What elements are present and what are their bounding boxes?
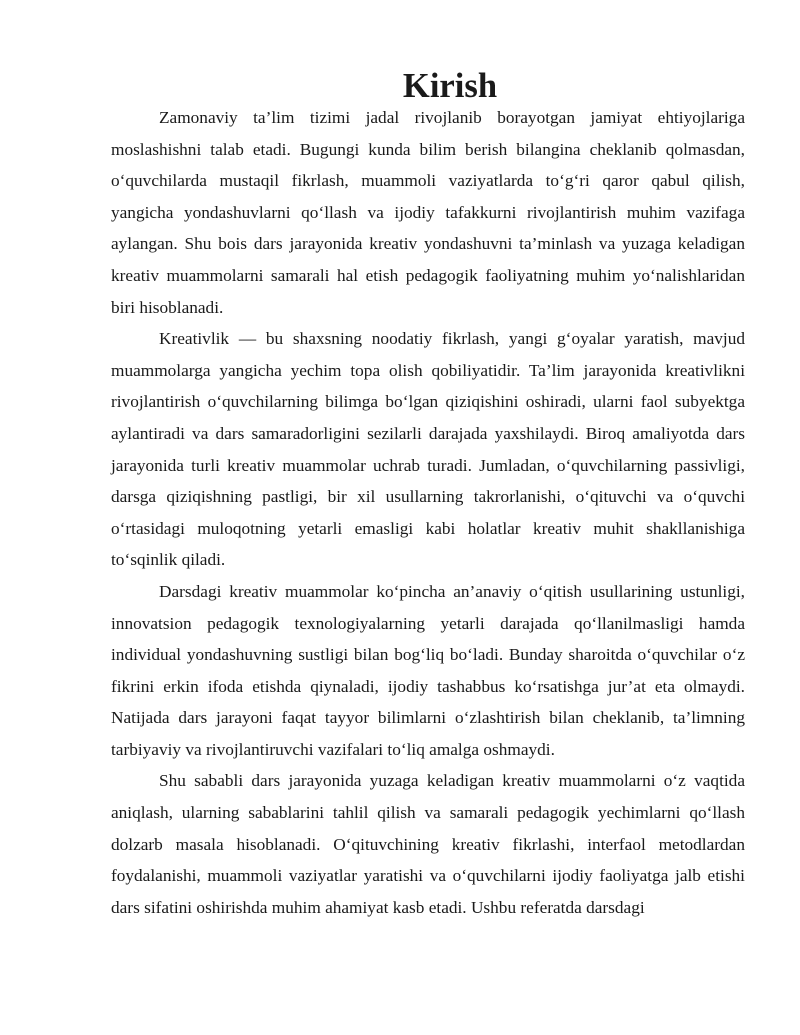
paragraph-1: Zamonaviy ta’lim tizimi jadal rivojlanib borayotgan jamiyat ehtiyojlariga moslashishni talab etadi. Bugungi kunda bilim berish bilangina cheklanib qolmasdan, o‘quvchilarda mustaqil fikrlash, muammoli vaziyatlarda to‘g‘ri qaror qabul qilish, yangicha yondashuvlarni qo‘llash va ijodiy tafakkurni rivojlantirish muhim vazifaga aylangan. Shu bois dars jarayonida kreativ yondashuvni ta’minlash va yuzaga keladigan kreativ muammolarni samarali hal etish pedagogik faoliyatning muhim yo‘nalishlaridan biri hisoblanadi. bbox=[111, 108, 745, 317]
document-body bbox=[111, 67, 745, 923]
paragraph-2: Kreativlik — bu shaxsning noodatiy fikrlash, yangi g‘oyalar yaratish, mavjud muammolarga yangicha yechim topa olish qobiliyatidir. Ta’lim jarayonida kreativlikni rivojlantirish o‘quvchilarning bilimga bo‘lgan qiziqishini oshiradi, ularni faol subyektga aylantiradi va dars samaradorligini sezilarli darajada yaxshilaydi. Biroq amaliyotda dars jarayonida turli kreativ muammolar uchrab turadi. Jumladan, o‘quvchilarning passivligi, darsga qiziqishning pastligi, bir xil usullarning takrorlanishi, o‘qituvchi va o‘quvchi o‘rtasidagi muloqotning yetarli emasligi kabi holatlar kreativ muhit shakllanishiga to‘sqinlik qiladi. bbox=[111, 329, 745, 570]
paragraph-3: Darsdagi kreativ muammolar ko‘pincha an’anaviy o‘qitish usullarining ustunligi, innovatsion pedagogik texnologiyalarning yetarli darajada qo‘llanilmasligi hamda individual yondashuvning sustligi bilan bog‘liq bo‘ladi. Bunday sharoitda o‘quvchilar o‘z fikrini erkin ifoda etishda qiynaladi, ijodiy tashabbus ko‘rsatishga jur’at eta olmaydi. Natijada dars jarayoni faqat tayyor bilimlarni o‘zlashtirish bilan cheklanib, ta’limning tarbiyaviy va rivojlantiruvchi vazifalari to‘liq amalga oshmaydi. bbox=[111, 581, 745, 759]
paragraph-4: Shu sababli dars jarayonida yuzaga keladigan kreativ muammolarni o‘z vaqtida aniqlash, ularning sabablarini tahlil qilish va samarali pedagogik yechimlarni qo‘llash dolzarb masala hisoblanadi. O‘qituvchining kreativ fikrlashi, interfaol metodlardan foydalanishi, muammoli vaziyatlar yaratishi va o‘quvchilarni ijodiy faoliyatga jalb etishi dars sifatini oshirishda muhim ahamiyat kasb etadi. Ushbu referatda darsdagi bbox=[111, 771, 745, 917]
section-heading: Kirish bbox=[402, 67, 498, 105]
